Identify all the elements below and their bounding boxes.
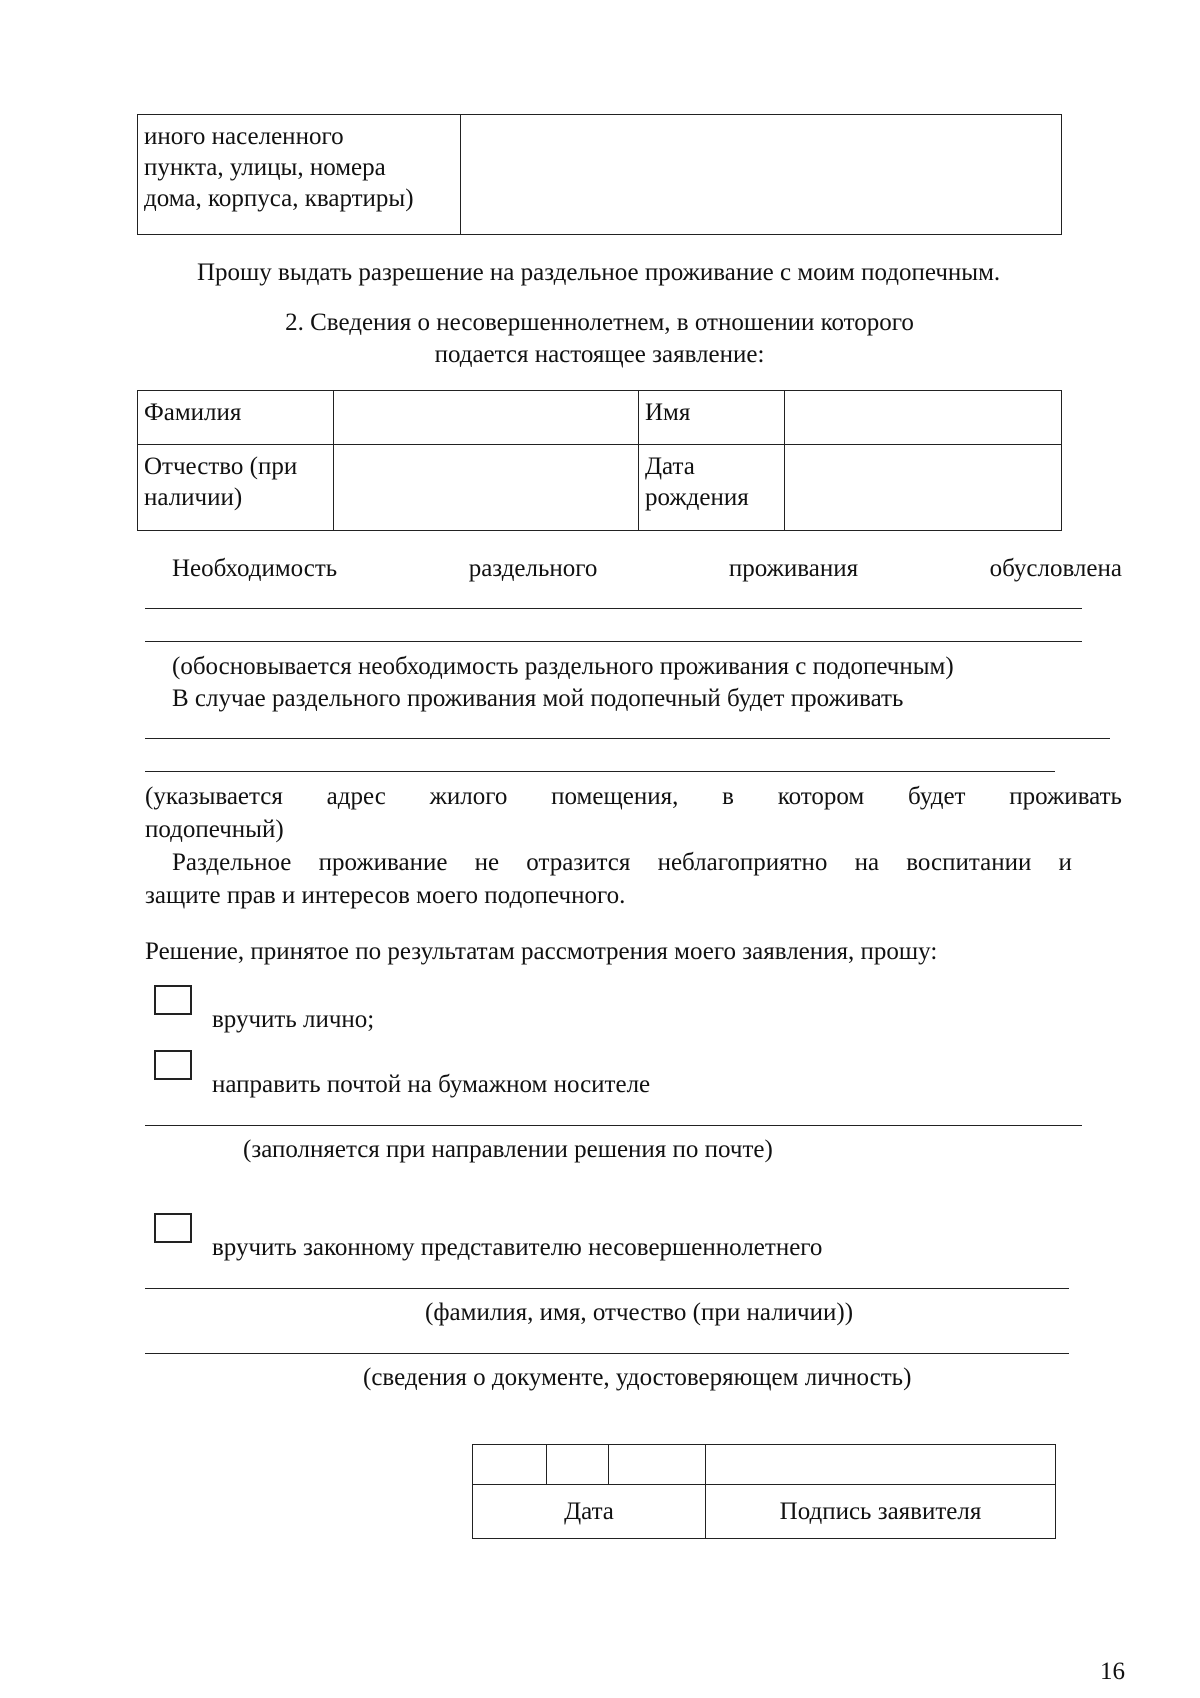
representative-label: вручить законному представителю несовершеннолетнего — [212, 1234, 823, 1261]
minor-info-table — [137, 390, 1062, 531]
name-label-cell — [639, 391, 785, 445]
signature-label-cell — [706, 1485, 1056, 1539]
residence-blank-2[interactable] — [145, 771, 1055, 772]
residence-blank-1[interactable] — [145, 738, 1110, 739]
patronymic-label: Отчество (при наличии) — [144, 453, 298, 511]
necessity-word: Необходимость — [172, 555, 338, 582]
necessity-word: проживания — [728, 555, 859, 582]
signature-table — [472, 1444, 1056, 1539]
address-table — [137, 114, 1062, 235]
surname-label: Фамилия — [144, 399, 242, 426]
address-value-cell[interactable] — [461, 115, 1062, 235]
representative-checkbox[interactable] — [154, 1213, 192, 1243]
statement-word: воспитании — [906, 849, 1032, 876]
by-mail-label: направить почтой на бумажном носителе — [212, 1071, 651, 1098]
id-document-blank[interactable] — [145, 1353, 1069, 1354]
residence-hint-word: будет — [908, 783, 966, 810]
fio-hint: (фамилия, имя, отчество (при наличии)) — [425, 1299, 854, 1326]
name-label: Имя — [645, 399, 691, 426]
statement-word: на — [854, 849, 880, 876]
residence-hint-line1 — [145, 781, 1122, 812]
patronymic-field[interactable] — [334, 445, 639, 531]
patronymic-label-cell — [138, 445, 334, 531]
date-day-box[interactable] — [473, 1445, 547, 1485]
date-month-box[interactable] — [547, 1445, 609, 1485]
date-year-box[interactable] — [609, 1445, 706, 1485]
birthdate-label: Дата рождения — [645, 453, 749, 511]
mail-address-blank[interactable] — [145, 1125, 1082, 1126]
necessity-blank-2[interactable] — [145, 641, 1082, 642]
necessity-word: обусловлена — [989, 555, 1122, 582]
statement-word: неблагоприятно — [657, 849, 828, 876]
section2-heading-line2: подается настоящее заявление: — [434, 341, 765, 368]
id-hint: (сведения о документе, удостоверяющем личность) — [363, 1364, 912, 1391]
mail-hint: (заполняется при направлении решения по почте) — [243, 1136, 773, 1163]
request-text: Прошу выдать разрешение на раздельное проживание с моим подопечным. — [197, 259, 1001, 286]
residence-hint-word: в — [722, 783, 734, 810]
statement-word: и — [1058, 849, 1072, 876]
fio-blank[interactable] — [145, 1288, 1069, 1289]
residence-hint-line2: подопечный) — [145, 816, 284, 843]
page-number: 16 — [1100, 1658, 1125, 1685]
statement-word: Раздельное — [172, 849, 292, 876]
section2-heading-line1: 2. Сведения о несовершеннолетнем, в отношении которого — [285, 309, 914, 336]
in-person-label: вручить лично; — [212, 1006, 375, 1033]
birthdate-label-cell — [639, 445, 785, 531]
address-label-cell — [138, 115, 461, 235]
necessity-blank-1[interactable] — [145, 608, 1082, 609]
signature-box[interactable] — [706, 1445, 1056, 1485]
residence-hint-word: котором — [777, 783, 865, 810]
residence-hint-word: проживать — [1009, 783, 1122, 810]
necessity-word: раздельного — [468, 555, 598, 582]
signature-label: Подпись заявителя — [779, 1498, 982, 1525]
statement-word: проживание — [318, 849, 448, 876]
residence-hint-word: (указывается — [145, 783, 283, 810]
date-label: Дата — [564, 1498, 614, 1525]
necessity-hint: (обосновывается необходимость раздельного проживания с подопечным) — [172, 653, 954, 680]
by-mail-checkbox[interactable] — [154, 1050, 192, 1080]
address-label: иного населенного пункта, улицы, номера дома, корпуса, квартиры) — [144, 123, 414, 212]
statement-line2: защите прав и интересов моего подопечного. — [145, 882, 626, 909]
name-field[interactable] — [785, 391, 1062, 445]
in-person-checkbox[interactable] — [154, 985, 192, 1015]
residence-text: В случае раздельного проживания мой подопечный будет проживать — [172, 685, 904, 712]
date-label-cell — [473, 1485, 706, 1539]
decision-text: Решение, принятое по результатам рассмотрения моего заявления, прошу: — [145, 938, 938, 965]
birthdate-field[interactable] — [785, 445, 1062, 531]
residence-hint-word: помещения, — [551, 783, 679, 810]
surname-label-cell — [138, 391, 334, 445]
statement-line1 — [172, 847, 1072, 878]
residence-hint-word: жилого — [429, 783, 508, 810]
surname-field[interactable] — [334, 391, 639, 445]
necessity-line — [172, 553, 1122, 584]
statement-word: не — [474, 849, 500, 876]
statement-word: отразится — [526, 849, 631, 876]
address-value — [461, 115, 1061, 121]
residence-hint-word: адрес — [326, 783, 386, 810]
